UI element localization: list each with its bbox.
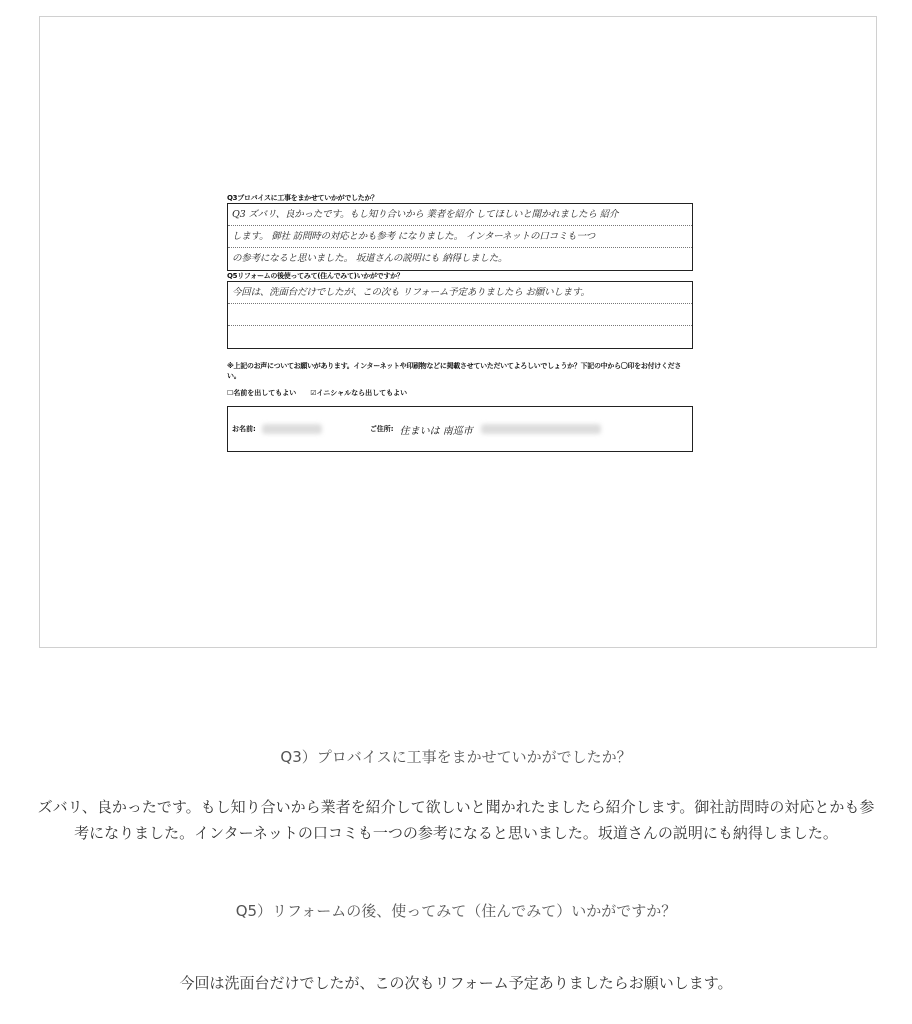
consent-options [227, 388, 693, 398]
q3-answer-box [227, 203, 693, 271]
q3-question: Q3）プロバイスに工事をまかせていかがでしたか？ [280, 748, 632, 766]
name-address-box [227, 406, 693, 452]
address-value: 住まいは 南巡市 [399, 425, 473, 437]
q5-heading: Q5リフォームの後使ってみて(住んでみて)いかがですか？ [227, 272, 404, 280]
q3-heading: Q3プロバイスに工事をまかせていかがでしたか？ [227, 194, 378, 202]
q3-answer: ズバリ、良かったです。もし知り合いから業者を紹介して欲しいと聞かれたましたら紹介します。御社訪問時の対応とかも参考になりました。インターネットの口コミも一つの参考になると思いました。坂道さんの説明にも納得しました。 [37, 798, 875, 842]
q5-answer-box [227, 281, 693, 349]
option-name-ok: ☐名前を出してもよい [227, 389, 297, 397]
q3-line: します。 御社 訪問時の対応とかも参考 になりました。 インターネットの口コミも一つ [228, 226, 692, 248]
q5-line [228, 304, 692, 326]
q3-line: Q3 ズバリ、良かったです。もし知り合いから 業者を紹介 してほしいと聞かれましたら 紹介 [228, 204, 692, 226]
survey-image-frame [39, 16, 877, 648]
q5-line: 今回は、洗面台だけでしたが、この次も リフォーム予定ありましたら お願いします。 [228, 282, 692, 304]
publication-note: ※上記のお声についてお願いがあります。インターネットや印刷物などに掲載させていただいてよろしいでしょうか？下記の中から〇印をお付けください。 [227, 362, 682, 380]
name-redaction [262, 424, 322, 434]
q5-line [228, 326, 692, 348]
q5-question: Q5）リフォームの後、使ってみて（住んでみて）いかがですか？ [235, 902, 677, 920]
q3-line: の参考になると思いました。 坂道さんの説明にも 納得しました。 [232, 253, 508, 264]
survey-sheet [227, 193, 693, 452]
name-label: お名前: [232, 425, 256, 433]
option-initials-ok: ☑イニシャルなら出してもよい [310, 389, 408, 397]
address-redaction [481, 424, 601, 434]
address-label: ご住所: [369, 425, 394, 433]
q5-answer: 今回は洗面台だけでしたが、この次もリフォーム予定ありましたらお願いします。 [179, 974, 733, 992]
